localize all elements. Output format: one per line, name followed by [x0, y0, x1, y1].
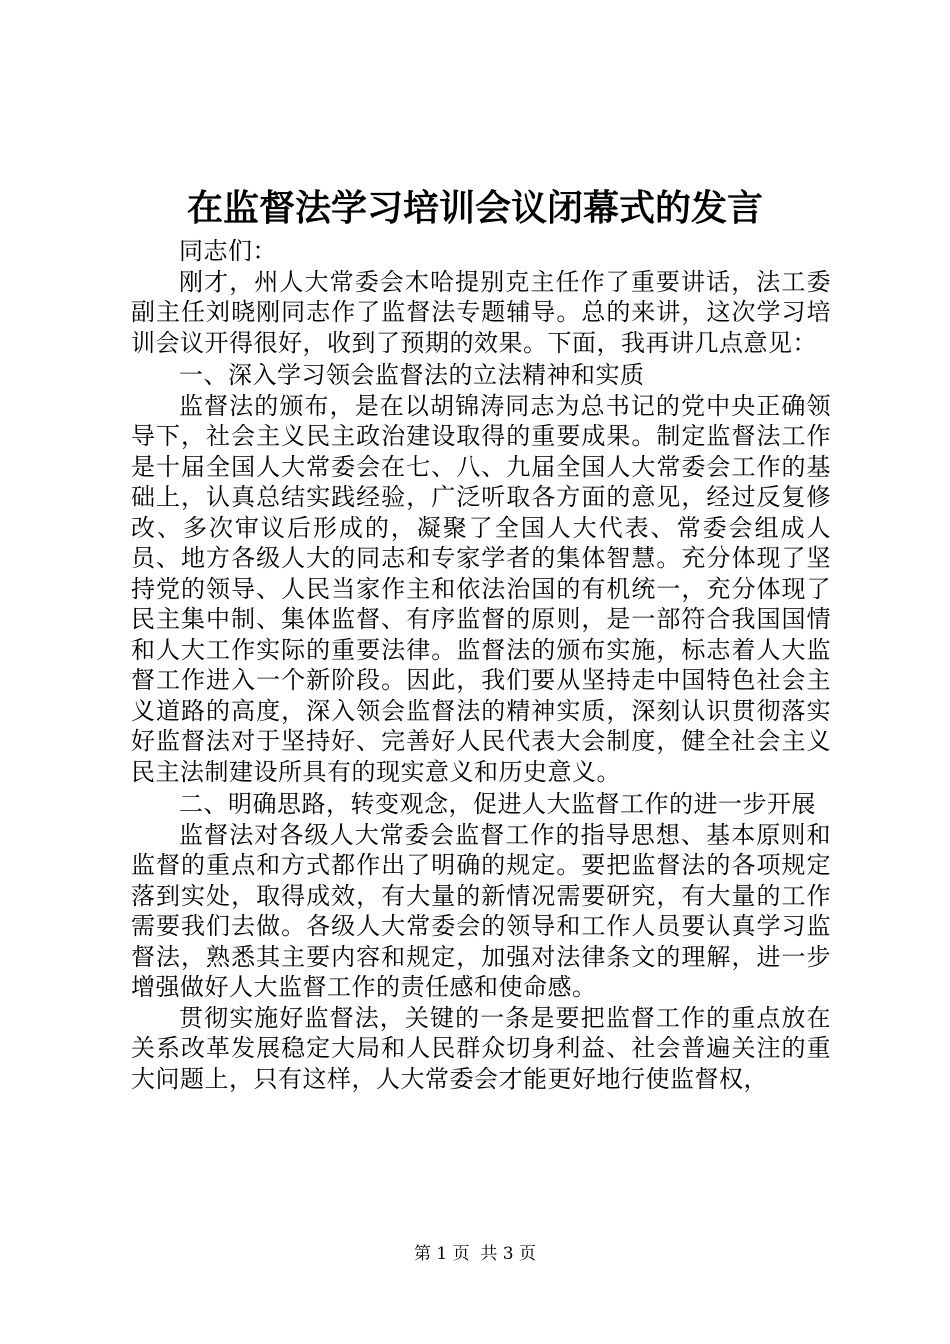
page-number: 第 1 页	[413, 1244, 470, 1264]
greeting-paragraph: 同志们：	[179, 237, 277, 265]
body-paragraph: 监督法对各级人大常委会监督工作的指导思想、基本原则和监督的重点和方式都作出了明确的规定。要把监督法的各项规定落到实处，取得成效，有大量的新情况需要研究，有大量的工作需要我们去做。各级人大常委会的领导和工作人员要认真学习监督法，熟悉其主要内容和规定，加强对法律条文的理解，进一步增强做好人大监督工作的责任感和使命感。	[131, 820, 831, 1001]
document-title: 在监督法学习培训会议闭幕式的发言	[186, 187, 763, 229]
section-heading-1: 一、深入学习领会监督法的立法精神和实质	[179, 361, 645, 389]
page-total: 共 3 页	[480, 1244, 537, 1264]
section-heading-2: 二、明确思路，转变观念，促进人大监督工作的进一步开展	[179, 790, 816, 818]
intro-paragraph: 刚才，州人大常委会木哈提别克主任作了重要讲话，法工委副主任刘晓刚同志作了监督法专题辅导。总的来讲，这次学习培训会议开得很好，收到了预期的效果。下面，我再讲几点意见：	[131, 267, 831, 357]
document-body	[131, 236, 831, 1094]
body-paragraph: 贯彻实施好监督法，关键的一条是要把监督工作的重点放在关系改革发展稳定大局和人民群众切身利益、社会普遍关注的重大问题上，只有这样，人大常委会才能更好地行使监督权，	[131, 1003, 831, 1093]
page-footer	[0, 1243, 950, 1265]
body-paragraph: 监督法的颁布，是在以胡锦涛同志为总书记的党中央正确领导下，社会主义民主政治建设取得的重要成果。制定监督法工作是十届全国人大常委会在七、八、九届全国人大常委会工作的基础上，认真总结实践经验，广泛听取各方面的意见，经过反复修改、多次审议后形成的，凝聚了全国人大代表、常委会组成人员、地方各级人大的同志和专家学者的集体智慧。充分体现了坚持党的领导、人民当家作主和依法治国的有机统一，充分体现了民主集中制、集体监督、有序监督的原则，是一部符合我国国情和人大工作实际的重要法律。监督法的颁布实施，标志着人大监督工作进入一个新阶段。因此，我们要从坚持走中国特色社会主义道路的高度，深入领会监督法的精神实质，深刻认识贯彻落实好监督法对于坚持好、完善好人民代表大会制度，健全社会主义民主法制建设所具有的现实意义和历史意义。	[131, 391, 831, 786]
